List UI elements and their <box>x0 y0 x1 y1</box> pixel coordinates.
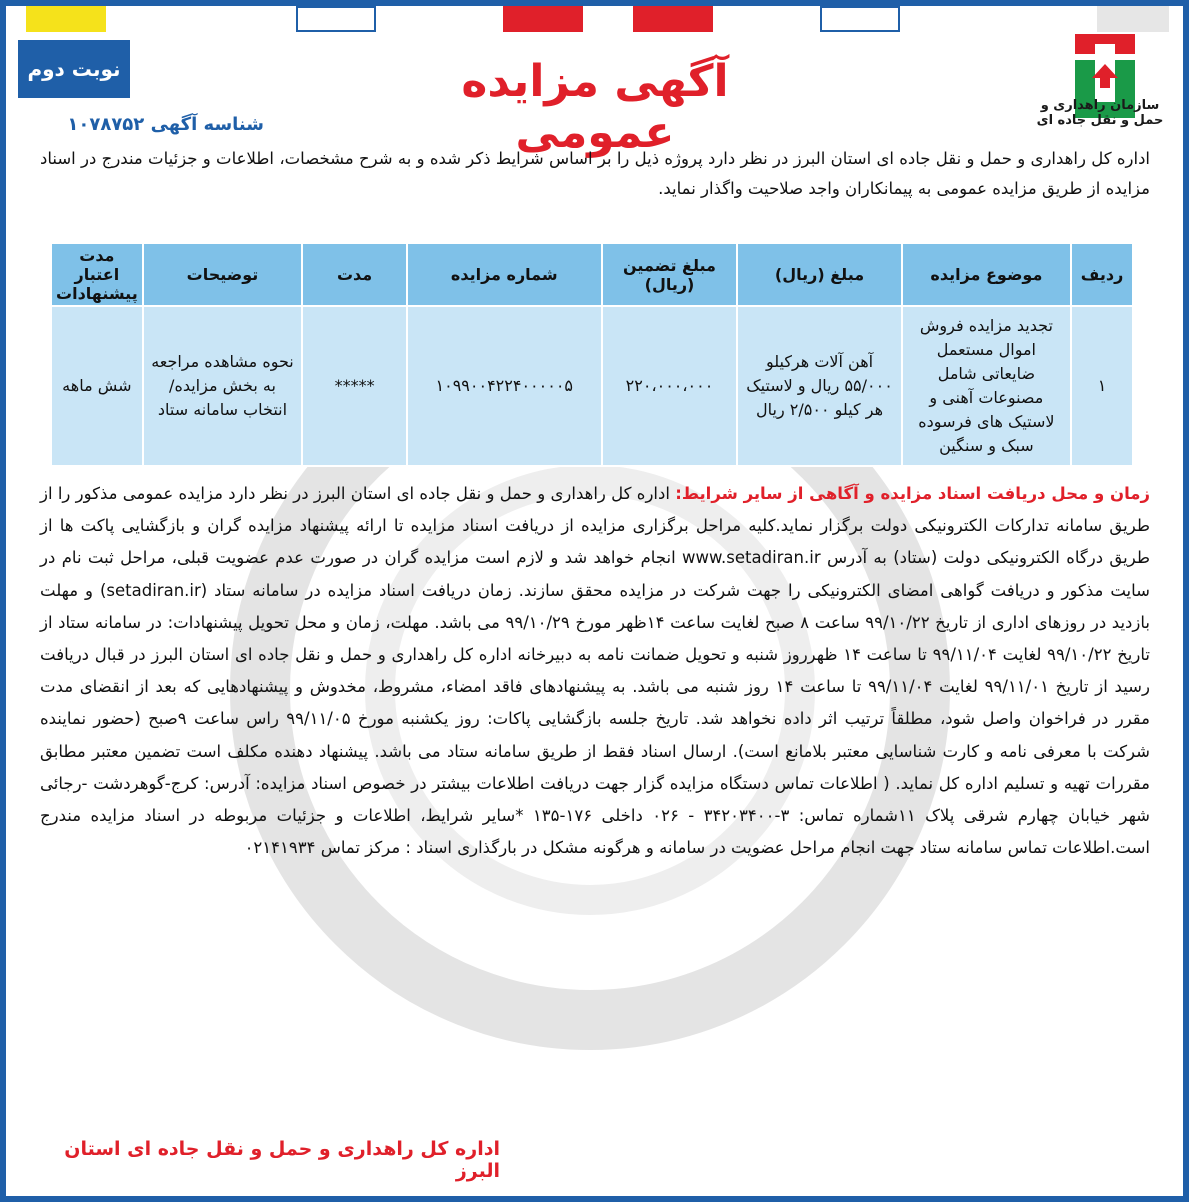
ad-id-label: شناسه آگهی <box>150 114 264 135</box>
ad-id-value: ۱۰۷۸۷۵۲ <box>67 114 145 135</box>
col-row: ردیف <box>1071 243 1133 306</box>
color-bar-white <box>296 6 376 32</box>
organization-logo-caption: سازمان راهداری و حمل و نقل جاده ای <box>1036 98 1164 128</box>
ad-id <box>40 114 264 135</box>
cell-auction-number: ۱۰۹۹۰۰۴۲۲۴۰۰۰۰۰۵ <box>407 306 602 466</box>
cell-row: ۱ <box>1071 306 1133 466</box>
cell-validity: شش ماهه <box>51 306 143 466</box>
cell-description: نحوه مشاهده مراجعه به بخش مزایده/انتخاب سامانه ستاد <box>143 306 303 466</box>
table-row <box>51 306 1133 466</box>
footer-signature: اداره کل راهداری و حمل و نقل جاده ای استان البرز <box>64 1138 500 1182</box>
conditions-text: اداره کل راهداری و حمل و نقل جاده ای استان البرز در نظر دارد مزایده عمومی مذکور را از طریق سامانه تدارکات الکترونیکی دولت برگزار نماید.کلیه مراحل برگزاری مزایده از دریافت اسناد مزایده تا ارائه پیشنهاد مزایده گران و بازگشایی پاکت ها از طریق درگاه الکترونیکی دولت (ستاد) به آدرس www.setadiran.ir انجام خواهد شد و لازم است مزایده گران در صورت عدم عضویت قبلی، مراحل ثبت نام در سایت مذکور و دریافت گواهی امضای الکترونیکی را جهت شرکت در مزایده محقق سازند. زمان دریافت اسناد مزایده در سامانه ستاد (setadiran.ir) و مهلت بازدید در روزهای اداری از تاریخ ۹۹/۱۰/۲۲ ساعت ۸ صبح لغایت ساعت ۱۴ظهر مورخ ۹۹/۱۰/۲۹ می باشد. مهلت، زمان و محل تحویل پیشنهادات: در سامانه ستاد از تاریخ ۹۹/۱۰/۲۲ لغایت ۹۹/۱۱/۰۴ تا ساعت ۱۴ ظهرروز شنبه و تحویل ضمانت نامه به دبیرخانه اداره کل راهداری و حمل و نقل جاده ای استان البرز در قبال دریافت رسید از تاریخ ۹۹/۱۱/۰۱ لغایت ۹۹/۱۱/۰۴ تا ساعت ۱۴ روز شنبه می باشد. به پیشنهادهای فاقد امضاء، مشروط، مخدوش و پیشنهادهایی که بعد از انقضای مدت مقرر در فراخوان واصل شود، مطلقاً ترتیب اثر داده نخواهد شد. تاریخ جلسه بازگشایی پاکات: روز یکشنبه مورخ ۹۹/۱۱/۰۵ راس ساعت ۹صبح (حضور نماینده شرکت با معرفی نامه و کارت شناسایی معتبر بلامانع است). ارسال اسناد فقط از طریق سامانه ستاد می باشد. پیشنهاد دهنده مکلف است تضمین معتبر مطابق مقررات تهیه و تسلیم اداره کل نماید. ( اطلاعات تماس دستگاه مزایده گزار جهت دریافت اطلاعات بیشتر در خصوص اسناد مزایده: آدرس: کرج-گوهردشت -رجائی شهر خیابان چهارم شرقی پلاک ۱۱شماره تماس: ۳-۳۴۲۰۳۴۰۰ - ۰۲۶ داخلی ۱۷۶-۱۳۵ *سایر شرایط، اطلاعات و جزئیات مربوطه در اسناد مزایده مندرج است.اطلاعات تماس سامانه ستاد جهت انجام مراحل عضویت در سامانه و هرگونه مشکل در بارگذاری اسناد : مرکز تماس ۰۲۱۴۱۹۳۴ <box>40 484 1151 858</box>
color-bar-white <box>820 6 900 32</box>
col-validity: مدت اعتبار پیشنهادات <box>51 243 143 306</box>
cell-subject: تجدید مزایده فروش اموال مستعمل ضایعاتی شامل مصنوعات آهنی و لاستیک های فرسوده سبک و سنگین <box>902 306 1071 466</box>
col-amount: مبلغ (ریال) <box>737 243 901 306</box>
conditions-lead: زمان و محل دریافت اسناد مزایده و آگاهی از سایر شرایط: <box>675 484 1150 503</box>
cell-duration: ***** <box>302 306 407 466</box>
intro-paragraph: اداره کل راهداری و حمل و نقل جاده ای استان البرز در نظر دارد پروژه ذیل را بر اساس شرایط ذکر شده و به شرح مشخصات، اطلاعات و جزئیات مندرج در اسناد مزایده از طریق مزایده عمومی به پیمانکاران واجد صلاحیت واگذار نماید. <box>40 149 1150 198</box>
col-duration: مدت <box>302 243 407 306</box>
cell-guarantee: ۲۲۰،۰۰۰،۰۰۰ <box>602 306 738 466</box>
col-description: توضیحات <box>143 243 303 306</box>
col-subject: موضوع مزایده <box>902 243 1071 306</box>
round-badge: نوبت دوم <box>18 40 130 98</box>
page-title: آگهی مزایده عمومی <box>461 56 729 158</box>
color-bar-red <box>503 6 583 32</box>
color-bar-yellow <box>26 6 106 32</box>
auction-table <box>50 242 1134 467</box>
conditions-paragraph <box>40 478 1150 864</box>
col-guarantee: مبلغ تضمین (ریال) <box>602 243 738 306</box>
col-auction-number: شماره مزایده <box>407 243 602 306</box>
cell-amount: آهن آلات هرکیلو ۵۵/۰۰۰ ریال و لاستیک هر کیلو ۲/۵۰۰ ریال <box>737 306 901 466</box>
table-header-row <box>51 243 1133 306</box>
color-bar-red <box>633 6 713 32</box>
